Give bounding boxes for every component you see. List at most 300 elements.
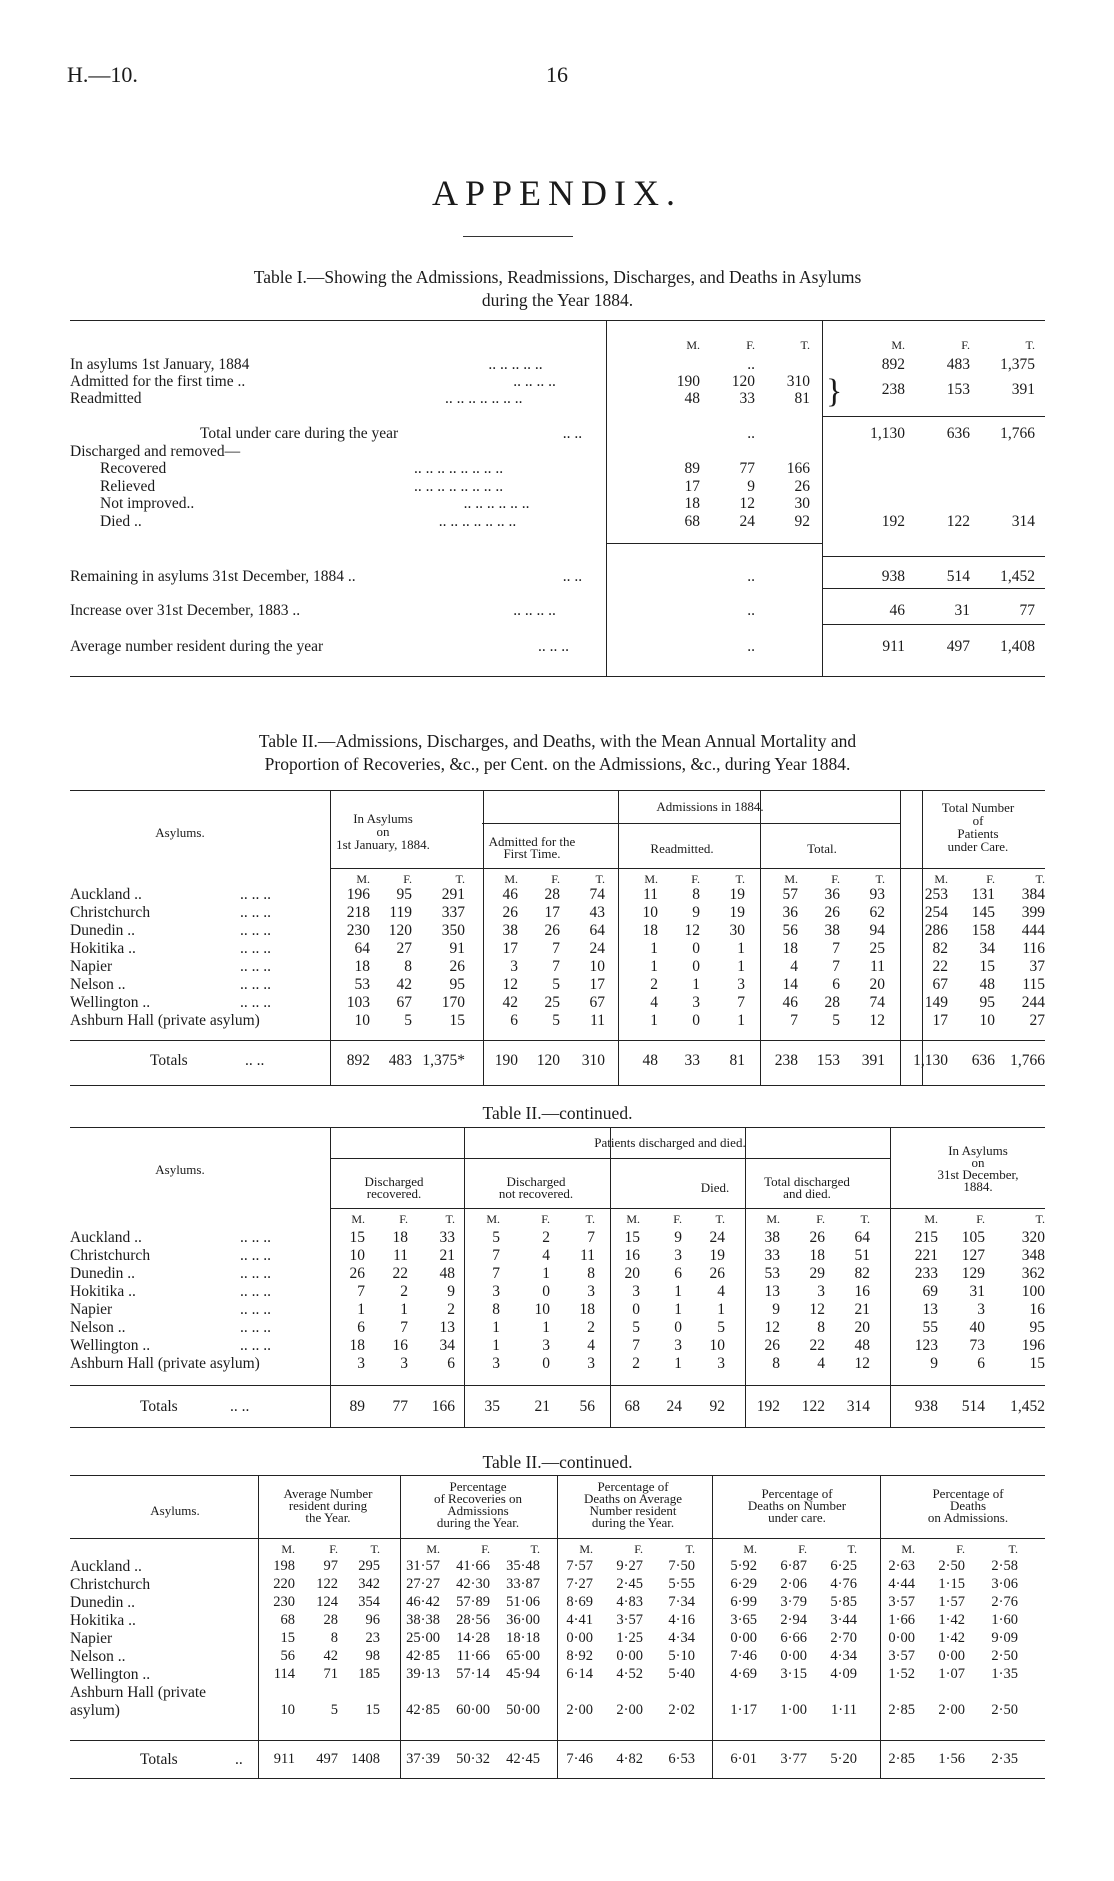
table2b-cell: 3 <box>587 1355 595 1372</box>
table2-col-head: F. <box>691 872 700 886</box>
table2c-cell: 25·00 <box>406 1630 440 1646</box>
table2-cell: 11 <box>590 1012 605 1029</box>
table2-cell: 62 <box>869 904 885 921</box>
table2c-cell: 185 <box>358 1666 380 1682</box>
table2c-row-label: Nelson .. <box>70 1648 126 1665</box>
table2c-cell: 1·15 <box>938 1576 965 1592</box>
table1-sub-rule <box>822 556 1045 557</box>
table2-cell: 103 <box>346 994 370 1011</box>
table2c-cell: 7·34 <box>668 1594 695 1610</box>
table2-head-in-asylums: 1st January, 1884. <box>336 837 430 852</box>
table2-total-cell: 120 <box>536 1052 560 1069</box>
table2c-cell: 2·50 <box>938 1558 965 1574</box>
table1-cell: 17 <box>684 478 700 495</box>
table2-cell: 95 <box>396 886 412 903</box>
table2-cell: 12 <box>869 1012 885 1029</box>
table2c-cell: 38·38 <box>406 1612 440 1628</box>
table2b-total-cell: 68 <box>624 1398 640 1415</box>
table2-cell: 1 <box>692 976 700 993</box>
table2c-cell: 0·00 <box>730 1630 757 1646</box>
table2c-total-cell: 1·56 <box>938 1751 965 1767</box>
table2b-row-label: Nelson .. <box>70 1319 126 1336</box>
table2c-cell: 2·58 <box>991 1558 1018 1574</box>
table2-cell: 26 <box>502 904 518 921</box>
table1-leader-dots: .. .. <box>562 568 583 585</box>
table1-cell: 81 <box>794 390 810 407</box>
table2-cell: 10 <box>642 904 658 921</box>
page-title: APPENDIX. <box>431 173 682 213</box>
table1-leader-dots: .. .. .. .. .. .. .. .. <box>414 478 504 495</box>
table2-head-total-under-care: of <box>972 813 984 828</box>
table2c-cell: 60·00 <box>456 1702 490 1718</box>
table2c-cell: 122 <box>316 1576 338 1592</box>
table2-cell: 8 <box>404 958 412 975</box>
table2-cell: 12 <box>502 976 518 993</box>
table2b-cell: 9 <box>674 1229 682 1246</box>
document-code: H.—10. <box>67 62 138 87</box>
table2c-cell: 2·06 <box>780 1576 807 1592</box>
table2-cell: 1 <box>650 958 658 975</box>
table2c-cell: 31·57 <box>406 1558 440 1574</box>
table2b-head-recovered: Discharged <box>364 1174 424 1189</box>
table2b-cell: 18 <box>392 1229 408 1246</box>
table2-cell: 37 <box>1029 958 1045 975</box>
table2b-cell: 5 <box>717 1319 725 1336</box>
table1-cell: .. <box>747 425 755 442</box>
table2b-cell: 8 <box>492 1301 500 1318</box>
table2c-cell: 8 <box>330 1630 338 1646</box>
table2-cell: 24 <box>589 940 605 957</box>
table2-col-head: F. <box>986 872 995 886</box>
table2-cell: 22 <box>932 958 948 975</box>
table2-cell: 4 <box>790 958 798 975</box>
table2-leader-dots: .. .. .. <box>240 886 271 903</box>
table2b-cell: 12 <box>854 1355 870 1372</box>
table2-cell: 64 <box>589 922 605 939</box>
table2-cell: 28 <box>544 886 560 903</box>
table2-cell: 36 <box>782 904 798 921</box>
table2c-head-pct-deaths-admissions: on Admissions. <box>927 1510 1009 1525</box>
table2-cell: 218 <box>346 904 370 921</box>
table2-cell: 149 <box>924 994 948 1011</box>
table2c-cell: 295 <box>358 1558 380 1574</box>
table2-cell: 244 <box>1021 994 1045 1011</box>
table2-cell: 67 <box>932 976 948 993</box>
table2c-col-head: M. <box>281 1542 295 1556</box>
table2c-col-head: F. <box>481 1542 490 1556</box>
table2b-cell: 0 <box>542 1283 550 1300</box>
table2c-cell: 2·63 <box>888 1558 915 1574</box>
table2c-cell: 6·66 <box>780 1630 807 1646</box>
table2-cell: 36 <box>824 886 840 903</box>
table2b-head-recovered: recovered. <box>366 1186 422 1201</box>
table1-cell: 483 <box>946 356 970 373</box>
table2-cell: 337 <box>441 904 465 921</box>
table2b-head-total-discharged: and died. <box>783 1186 831 1201</box>
table2c-cell: 5·85 <box>830 1594 857 1610</box>
table2b-leader-dots: .. .. .. <box>240 1247 271 1264</box>
table2-cell: 74 <box>589 886 605 903</box>
table2b-cell: 3 <box>674 1337 682 1354</box>
table1-cell: 514 <box>946 568 970 585</box>
table2c-totals-label: Totals <box>140 1751 178 1768</box>
table2c-col-head: M. <box>579 1542 593 1556</box>
table2-cell: 57 <box>782 886 798 903</box>
table2c-row-label: Christchurch <box>70 1576 151 1593</box>
table2b-head-in-asylums: In Asylums <box>948 1143 1008 1158</box>
table2b-head-in-asylums: 31st December, <box>937 1167 1019 1182</box>
table2b-cell: 7 <box>632 1337 640 1354</box>
table2b-cell: 22 <box>392 1265 408 1282</box>
table2-total-cell: 153 <box>816 1052 840 1069</box>
table2c-row-label: Napier <box>70 1630 113 1647</box>
table2-cell: 18 <box>354 958 370 975</box>
table2b-cell: 29 <box>809 1265 825 1282</box>
table2-total-cell: 33 <box>684 1052 700 1069</box>
table2c-cell: 1·25 <box>616 1630 643 1646</box>
table1-col-head: M. <box>686 338 700 352</box>
table2b-cell: 26 <box>809 1229 825 1246</box>
table2c-head-average: the Year. <box>305 1510 351 1525</box>
table2c-cell: 4·16 <box>668 1612 695 1628</box>
table1-row-label: Admitted for the first time .. <box>70 373 246 390</box>
table2b-cell: 16 <box>624 1247 640 1264</box>
table1-cell: 92 <box>794 513 810 530</box>
table2-cell: 116 <box>1022 940 1045 957</box>
table2b-cell: 9 <box>447 1283 455 1300</box>
table1-cell: .. <box>747 638 755 655</box>
table2-cell: 254 <box>924 904 948 921</box>
table2b-cell: 11 <box>393 1247 408 1264</box>
table2c-head-average: Average Number <box>283 1486 373 1501</box>
table1-cell: 120 <box>731 373 755 390</box>
table2-cell: 350 <box>441 922 465 939</box>
table2b-cell: 26 <box>764 1337 780 1354</box>
table2b-cell: 9 <box>930 1355 938 1372</box>
table2b-cell: 2 <box>542 1229 550 1246</box>
table2c-cell: 15 <box>280 1630 295 1646</box>
table2c-cell: 198 <box>273 1558 295 1574</box>
table2b-cell: 100 <box>1021 1283 1045 1300</box>
table2b-cell: 13 <box>439 1319 455 1336</box>
table2-cell: 286 <box>924 922 948 939</box>
table2-cell: 0 <box>692 1012 700 1029</box>
table1-cell: 314 <box>1011 513 1035 530</box>
table2c-cell: 18·18 <box>506 1630 540 1646</box>
table2b-cell: 6 <box>977 1355 985 1372</box>
table2-col-head: M. <box>356 872 370 886</box>
table1-leader-dots: .. .. <box>562 425 583 442</box>
table2-cell: 158 <box>971 922 995 939</box>
table2c-col-head: M. <box>426 1542 440 1556</box>
table2b-total-cell: 192 <box>756 1398 780 1415</box>
table2c-cell: 8·69 <box>566 1594 593 1610</box>
table2-cell: 9 <box>692 904 700 921</box>
table2b-cell: 3 <box>492 1355 500 1372</box>
table2-head-in-asylums: In Asylums <box>353 811 413 826</box>
table2-cell: 27 <box>1029 1012 1045 1029</box>
table2c-total-cell: 497 <box>316 1751 338 1767</box>
table2-total-cell: 892 <box>346 1052 370 1069</box>
table2-head-total-under-care: under Care. <box>947 839 1009 854</box>
table2-total-cell: 238 <box>774 1052 798 1069</box>
table2-head-asylums: Asylums. <box>155 825 205 840</box>
table2b-cell: 26 <box>709 1265 725 1282</box>
table2b-head-died: Died. <box>700 1180 730 1195</box>
table2b-cell: 16 <box>854 1283 870 1300</box>
table2-row-label: Napier <box>70 958 113 975</box>
table2c-cell: 3·57 <box>888 1594 915 1610</box>
table2b-cell: 19 <box>709 1247 725 1264</box>
table2b-cell: 1 <box>357 1301 365 1318</box>
table2c-cell: 8·92 <box>566 1648 593 1664</box>
table2-cell: 38 <box>502 922 518 939</box>
table2c-cell: 9·27 <box>616 1558 643 1574</box>
table2-cell: 5 <box>552 976 560 993</box>
table2c-cell: 10 <box>280 1702 295 1718</box>
table1-cell: 9 <box>747 478 755 495</box>
table2-leader-dots: .. .. <box>245 1052 265 1069</box>
table2b-cell: 18 <box>349 1337 365 1354</box>
table2-col-head: M. <box>934 872 948 886</box>
table2c-cell: 41·66 <box>456 1558 490 1574</box>
table2c-col-head: F. <box>329 1542 338 1556</box>
table2b-total-cell: 35 <box>484 1398 500 1415</box>
table2b-cell: 3 <box>977 1301 985 1318</box>
table2c-cell: 46·42 <box>406 1594 440 1610</box>
table2-bottom-rule <box>70 1085 1045 1086</box>
table2b-cell: 18 <box>809 1247 825 1264</box>
table2c-cell: 1·66 <box>888 1612 915 1628</box>
table2-cell: 7 <box>832 940 840 957</box>
table2-cell: 94 <box>869 922 885 939</box>
table2-col-head: T. <box>735 872 745 886</box>
table2-cell: 11 <box>643 886 658 903</box>
table2-cell: 91 <box>449 940 465 957</box>
table2b-cell: 2 <box>587 1319 595 1336</box>
table2c-cell: 7·27 <box>566 1576 593 1592</box>
table2b-cell: 2 <box>632 1355 640 1372</box>
table2c-head-pct-deaths-admissions: Percentage of <box>932 1486 1004 1501</box>
table2c-cell: 68 <box>280 1612 295 1628</box>
table2b-cell: 12 <box>764 1319 780 1336</box>
table2b-cell: 15 <box>624 1229 640 1246</box>
table1-top-rule <box>70 320 1045 321</box>
table2b-cell: 4 <box>717 1283 725 1300</box>
table2-col-head: T. <box>1035 872 1045 886</box>
table2b-bottom-rule <box>70 1427 1045 1428</box>
table2-cell: 56 <box>782 922 798 939</box>
table1-cell: 48 <box>684 390 700 407</box>
table2-leader-dots: .. .. .. <box>240 904 271 921</box>
table2-row-label: Hokitika .. <box>70 940 136 957</box>
table2b-cell: 3 <box>674 1247 682 1264</box>
table2b-cell: 53 <box>764 1265 780 1282</box>
table2c-cell: 1·42 <box>938 1630 965 1646</box>
table1-cell: 636 <box>946 425 970 442</box>
table2b-head-in-asylums: on <box>971 1155 985 1170</box>
table2b-cell: 3 <box>717 1355 725 1372</box>
table1-cell: 1,375 <box>1000 356 1035 373</box>
table1-row-label: Remaining in asylums 31st December, 1884 .. <box>70 568 356 585</box>
table2-cell: 7 <box>737 994 745 1011</box>
table2c-cell: 114 <box>273 1666 295 1682</box>
table2b-top-rule <box>70 1127 1045 1128</box>
table2-cell: 5 <box>832 1012 840 1029</box>
title-rule <box>463 236 573 237</box>
table2b-total-cell: 24 <box>666 1398 682 1415</box>
table2-cell: 74 <box>869 994 885 1011</box>
table2-caption-line2: Proportion of Recoveries, &c., per Cent. on the Admissions, &c., during Year 1884. <box>264 754 851 774</box>
table2b-row-label: Napier <box>70 1301 113 1318</box>
table2b-cell: 4 <box>817 1355 825 1372</box>
table2-col-head: F. <box>831 872 840 886</box>
table2b-cell: 12 <box>809 1301 825 1318</box>
table2-cell: 26 <box>449 958 465 975</box>
table2c-cell: 6·14 <box>566 1666 593 1682</box>
table2c-total-cell: 5·20 <box>830 1751 857 1767</box>
table2-col-head: M. <box>644 872 658 886</box>
table2b-cell: 7 <box>587 1229 595 1246</box>
table2c-cell: 220 <box>273 1576 295 1592</box>
table2c-cell: 2·00 <box>938 1702 965 1718</box>
table2c-cell: 6·99 <box>730 1594 757 1610</box>
table2b-cell: 10 <box>349 1247 365 1264</box>
table2-cell: 11 <box>870 958 885 975</box>
table2c-head-pct-deaths-average: Number resident <box>589 1503 677 1518</box>
table2c-col-head: T. <box>847 1542 857 1556</box>
table2c-cell: 4·83 <box>616 1594 643 1610</box>
table1-leader-dots: .. .. .. .. .. .. .. <box>445 390 523 407</box>
table2b-cell: 1 <box>717 1301 725 1318</box>
table2-cell: 115 <box>1022 976 1045 993</box>
table2b-cell: 22 <box>809 1337 825 1354</box>
table2-cell: 19 <box>729 904 745 921</box>
table1-cell: .. <box>747 356 755 373</box>
table2-cell: 196 <box>346 886 370 903</box>
table2b-row-label: Wellington .. <box>70 1337 151 1354</box>
table2b-cell: 7 <box>400 1319 408 1336</box>
table2c-caption: Table II.—continued. <box>482 1452 633 1472</box>
table2c-cell: 98 <box>365 1648 380 1664</box>
table2c-row-label: Auckland .. <box>70 1558 142 1575</box>
table2b-cell: 8 <box>587 1265 595 1282</box>
table2c-cell: 7·57 <box>566 1558 593 1574</box>
table1-col-rule <box>822 320 823 676</box>
table2b-cell: 1 <box>400 1301 408 1318</box>
table2-cell: 170 <box>441 994 465 1011</box>
table2c-cell: 4·52 <box>616 1666 643 1682</box>
table2b-cell: 73 <box>969 1337 985 1354</box>
table1-cell: 46 <box>889 602 905 619</box>
table1-cell: 12 <box>739 495 755 512</box>
table2b-cell: 1 <box>674 1301 682 1318</box>
table1-cell: .. <box>747 568 755 585</box>
table2b-cell: 21 <box>439 1247 455 1264</box>
table2c-cell: 2·00 <box>616 1702 643 1718</box>
table2b-cell: 123 <box>914 1337 938 1354</box>
table2-cell: 1 <box>737 958 745 975</box>
table1-row-label: Discharged and removed— <box>70 443 241 460</box>
table2c-col-head: M. <box>743 1542 757 1556</box>
table2b-head-total-discharged: Total discharged <box>764 1174 850 1189</box>
table2c-cell: 6·25 <box>830 1558 857 1574</box>
table2c-cell: 7·50 <box>668 1558 695 1574</box>
table1-cell: 31 <box>954 602 970 619</box>
table2-total-cell: 1,766 <box>1010 1052 1045 1069</box>
table2-cell: 5 <box>404 1012 412 1029</box>
table2c-cell: 4·34 <box>668 1630 695 1646</box>
table2b-cell: 6 <box>674 1265 682 1282</box>
table2c-head-pct-recoveries: of Recoveries on <box>433 1491 523 1506</box>
table2b-cell: 51 <box>854 1247 870 1264</box>
table2-cell: 18 <box>642 922 658 939</box>
table2c-cell: 5·10 <box>668 1648 695 1664</box>
table1-leader-dots: .. .. .. .. .. <box>488 356 543 373</box>
table2b-cell: 320 <box>1021 1229 1045 1246</box>
table2b-cell: 21 <box>854 1301 870 1318</box>
table2c-cell: 1·35 <box>991 1666 1018 1682</box>
table1-cell: 1,766 <box>1000 425 1035 442</box>
table2c-row-label: Dunedin .. <box>70 1594 136 1611</box>
table2c-total-cell: 6·53 <box>668 1751 695 1767</box>
table2b-col-head: M. <box>486 1212 500 1226</box>
table2c-cell: 5·92 <box>730 1558 757 1574</box>
table2c-col-head: F. <box>956 1542 965 1556</box>
table2c-cell: 42·85 <box>406 1648 440 1664</box>
table2c-cell: 124 <box>316 1594 338 1610</box>
table2-total-cell: 81 <box>729 1052 745 1069</box>
table1-col-rule <box>606 320 607 676</box>
table2b-total-cell: 56 <box>579 1398 595 1415</box>
table2b-cell: 13 <box>922 1301 938 1318</box>
table2-cell: 17 <box>932 1012 948 1029</box>
table2b-cell: 1 <box>492 1319 500 1336</box>
table2c-cell: 5·55 <box>668 1576 695 1592</box>
table2-col-head: T. <box>455 872 465 886</box>
table2b-cell: 40 <box>969 1319 985 1336</box>
table2b-cell: 13 <box>764 1283 780 1300</box>
table2c-cell: 14·28 <box>456 1630 490 1646</box>
table2b-leader-dots: .. .. .. <box>240 1283 271 1300</box>
table2c-total-cell: 37·39 <box>406 1751 440 1767</box>
table2b-row-label: Auckland .. <box>70 1229 142 1246</box>
table2c-cell: 36·00 <box>506 1612 540 1628</box>
table2-leader-dots: .. .. .. <box>240 922 271 939</box>
table2c-total-cell: 6·01 <box>730 1751 757 1767</box>
table2b-total-cell: 1,452 <box>1010 1398 1045 1415</box>
table2-leader-dots: .. .. .. <box>240 994 271 1011</box>
table2-head-readmitted: Readmitted. <box>650 841 714 856</box>
table2b-cell: 4 <box>542 1247 550 1264</box>
table2-cell: 42 <box>396 976 412 993</box>
table2c-head-pct-recoveries: during the Year. <box>436 1515 520 1530</box>
table2-col-head: F. <box>551 872 560 886</box>
table2-row-label: Auckland .. <box>70 886 142 903</box>
table2b-leader-dots: .. .. .. <box>240 1337 271 1354</box>
table2-cell: 53 <box>354 976 370 993</box>
table2c-cell: 27·27 <box>406 1576 440 1592</box>
table2c-cell: 42·30 <box>456 1576 490 1592</box>
table2c-head-asylums: Asylums. <box>150 1503 200 1518</box>
table1-col-head: F. <box>746 338 755 352</box>
table2b-head-rule <box>330 1208 1045 1209</box>
table2c-head-pct-deaths-care: Percentage of <box>761 1486 833 1501</box>
table2b-cell: 7 <box>492 1265 500 1282</box>
table1-row-label: Increase over 31st December, 1883 .. <box>70 602 301 619</box>
table2b-cell: 7 <box>357 1283 365 1300</box>
table2-cell: 0 <box>692 958 700 975</box>
